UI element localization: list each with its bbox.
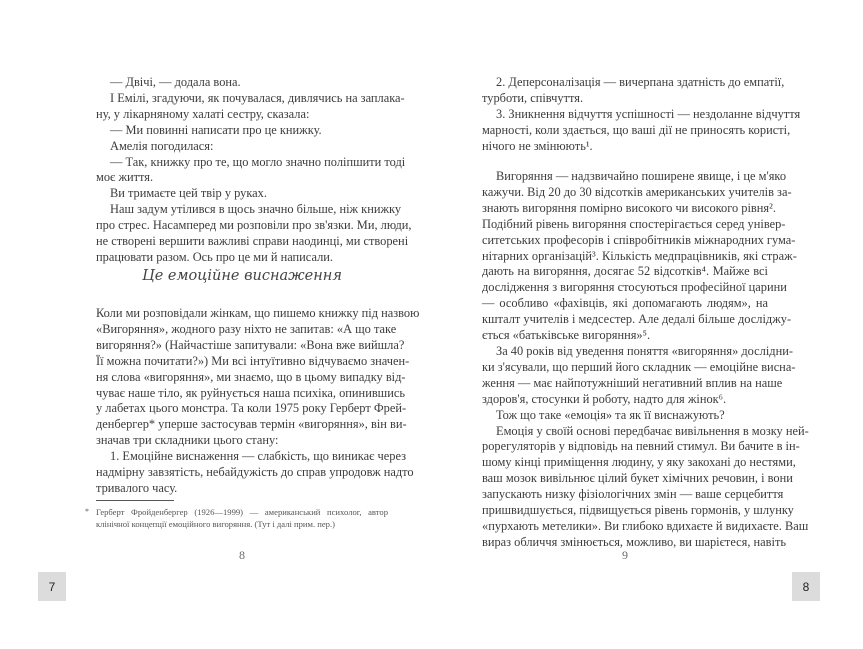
text-line: здоров'я, стосунки й роботу, надто для жінок⁶. bbox=[482, 391, 727, 406]
text-line: — Двічі, — додала вона. bbox=[110, 75, 241, 89]
text-line: «пурхають метелики». Ви глибоко вдихаєте й видихаєте. Ваш bbox=[482, 518, 809, 533]
text-line: у лабетах цього монстра. Та коли 1975 року Герберт Фрей- bbox=[96, 401, 407, 416]
text-line: нітарних організацій³. Кількість медпрацівників, які страж- bbox=[482, 248, 797, 263]
text-line: ваш мозок вивільнює цілий букет хімічних речовин, і вони bbox=[482, 471, 793, 486]
text-line: 1. Емоційне виснаження — слабкість, що виникає через bbox=[110, 449, 406, 464]
text-line: 3. Зникнення відчуття успішності — нездоланне відчуття bbox=[496, 106, 801, 121]
left-paragraphs-bottom bbox=[96, 306, 420, 497]
text-line: тривалого часу. bbox=[96, 480, 178, 495]
footnote bbox=[85, 506, 388, 531]
text-line: 2. Деперсоналізація — вичерпана здатність до емпатії, bbox=[496, 75, 785, 89]
footnote-line: клінічної концепції емоційного вигоряння. (Тут і далі прим. пер.) bbox=[96, 519, 335, 530]
text-line: Її можна почитати?») Ми всі інтуїтивно відчуваємо значен- bbox=[96, 353, 410, 368]
text-line: кажучи. Від 20 до 30 відсотків американських учителів за- bbox=[482, 184, 792, 199]
text-line: За 40 років від уведення поняття «вигоряння» дослідни- bbox=[496, 343, 793, 358]
text-line: вигоряння?» (Найчастіше запитували: «Вона вже вийшла? bbox=[96, 337, 405, 352]
left-paragraphs-top bbox=[96, 75, 412, 266]
text-line: Вигоряння — надзвичайно поширене явище, і це м'яко bbox=[496, 169, 787, 183]
page-number: 8 bbox=[239, 548, 245, 562]
text-line: Коли ми розповідали жінкам, що пишемо книжку під назвою bbox=[96, 306, 420, 320]
text-line: ня слова «вигоряння», ми знаємо, що в цьому випадку від- bbox=[96, 369, 406, 384]
text-line: вираз обличчя змінюється, можливо, ви шарієтеся, навіть bbox=[482, 534, 787, 549]
text-line: Емоція у своїй основі передбачає вивільнення в мозку ней- bbox=[496, 423, 809, 438]
text-line: про стрес. Насамперед ми розповіли про зв'язки. Ми, люди, bbox=[96, 218, 412, 233]
text-line: турботи, співчуття. bbox=[482, 90, 584, 105]
text-line: Ви тримаєте цей твір у руках. bbox=[110, 186, 267, 201]
page-number: 9 bbox=[622, 548, 628, 562]
text-line: кшталт учителів і медсестер. Але дедалі більше досліджу- bbox=[482, 312, 792, 327]
text-line: Наш задум утілився в щось значно більше, ніж книжку bbox=[110, 202, 402, 217]
text-line: Амелія погодилася: bbox=[110, 138, 214, 153]
text-line: ється «батьківське вигоряння»⁵. bbox=[482, 328, 651, 343]
text-line: — особливо «фахівців, які допомагають людям», на bbox=[482, 296, 768, 311]
text-line: пришвидшується, підвищується рівень гормонів, у шлунку bbox=[482, 503, 794, 518]
footnote-mark: * bbox=[85, 507, 89, 516]
scan-page-label: 8 bbox=[792, 572, 820, 601]
text-line: — Ми повинні написати про це книжку. bbox=[110, 122, 322, 137]
text-line: чуває наше тіло, як руйнується наша психіка, опинившись bbox=[96, 385, 405, 400]
right-paragraphs-top bbox=[482, 75, 801, 155]
text-line: дають на вигоряння, досягає 52 відсотків⁴. Майже всі bbox=[482, 264, 768, 279]
right-paragraphs-bottom bbox=[482, 169, 809, 551]
text-line: марності, коли здається, що ваші дії не приносять користі, bbox=[482, 122, 791, 137]
text-line: нічого не змінюють¹. bbox=[482, 138, 593, 153]
text-line: рорегуляторів у відповідь на певний стимул. Ви бачите в ін- bbox=[482, 439, 800, 454]
text-line: запускають низку фізіологічних змін — ваше серцебиття bbox=[482, 487, 784, 502]
text-line: І Емілі, згадуючи, як почувалася, дивлячись на заплака- bbox=[110, 90, 405, 105]
text-line: ситетських професорів і співробітників міжнародних гума- bbox=[482, 232, 796, 247]
text-line: моє життя. bbox=[96, 170, 154, 185]
footnote-rule bbox=[96, 500, 174, 501]
text-line: «Вигоряння», жодного разу ніхто не запитав: «А що таке bbox=[96, 321, 397, 336]
text-line: Тож що таке «емоція» та як її виснажують? bbox=[496, 407, 725, 422]
text-line: Подібний рівень вигоряння спостерігається серед універ- bbox=[482, 216, 786, 231]
text-line: надмірну завзятість, небайдужість до справ упродовж надто bbox=[96, 465, 414, 480]
text-line: ки з'ясували, що перший його складник — емоційне висна- bbox=[482, 359, 796, 374]
text-line: шому кінці приміщення людину, у яку закохані до нестями, bbox=[482, 455, 796, 470]
text-line: значав три складники цього стану: bbox=[96, 433, 279, 448]
text-line: — Так, книжку про те, що могло значно поліпшити тоді bbox=[110, 154, 406, 169]
scan-page-label: 7 bbox=[38, 572, 66, 601]
text-line: працювати разом. Ось про це ми й написали. bbox=[96, 249, 333, 264]
section-heading: Це емоційне виснаження bbox=[142, 268, 342, 284]
text-line: ну, у лікарняному халаті сестру, сказала: bbox=[96, 106, 310, 121]
text-line: дослідження з вигоряння стосуються професійної царини bbox=[482, 280, 787, 295]
text-line: не створені вершити важливі справи наодинці, ми створені bbox=[96, 234, 409, 249]
text-line: денбергер* уперше застосував термін «вигоряння», він ви- bbox=[96, 417, 407, 432]
footnote-line: Герберт Фройденбергер (1926—1999) — американський психолог, автор bbox=[96, 507, 388, 517]
text-line: ження — має найпотужніший негативний вплив на наше bbox=[482, 375, 783, 390]
text-line: знають вигоряння помірно високого чи високого рівня². bbox=[482, 200, 776, 215]
